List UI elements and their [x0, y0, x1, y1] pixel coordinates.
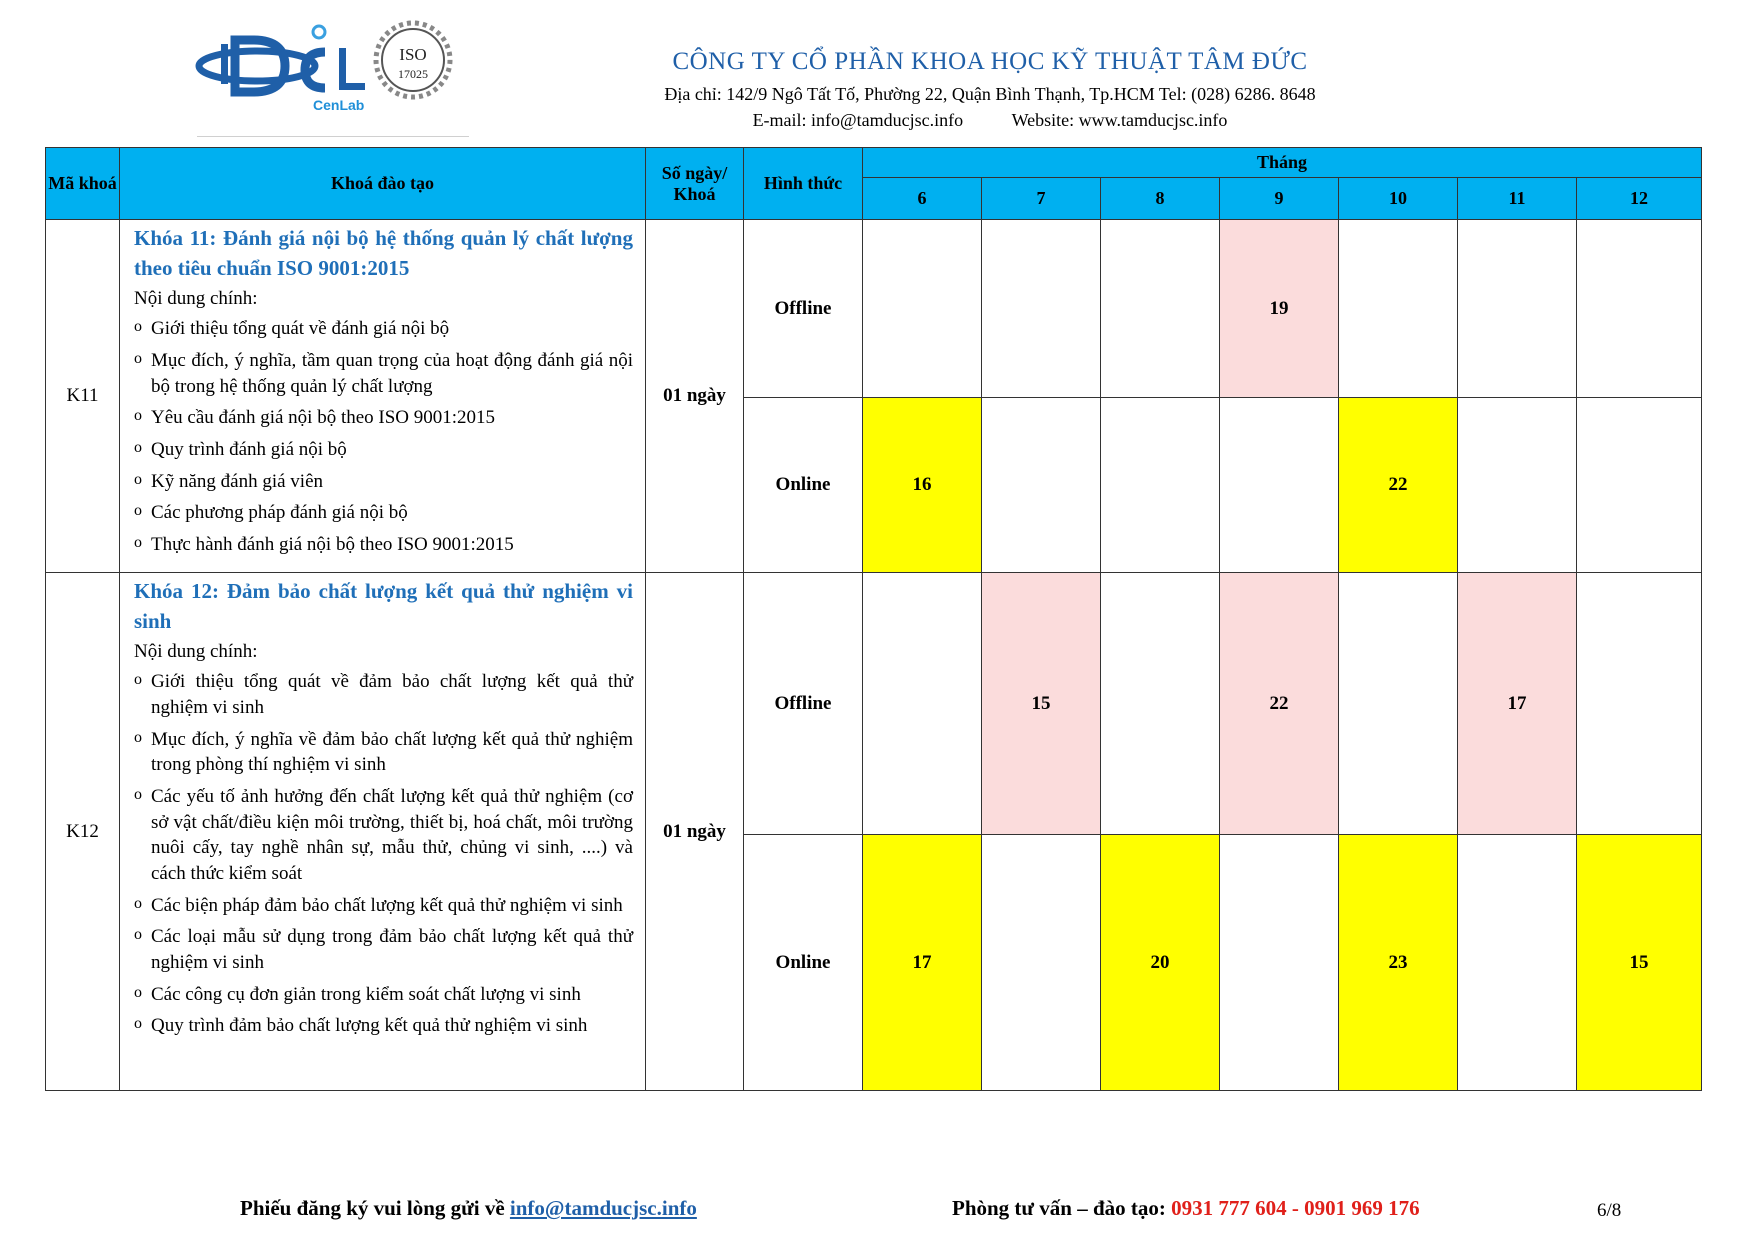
month-header: 6 [863, 178, 982, 220]
iso-text: ISO [399, 45, 427, 64]
footer-contact [952, 1196, 1420, 1221]
list-item: o Quy trình đảm bảo chất lượng kết quả thử nghiệm vi sinh [134, 1013, 633, 1039]
schedule-cell: 19 [1220, 220, 1339, 398]
table-row [46, 220, 1702, 398]
schedule-cell [863, 573, 982, 835]
content-label: Nội dung chính: [134, 640, 258, 662]
iso-number: 17025 [398, 67, 428, 81]
content-label: Nội dung chính: [134, 287, 258, 309]
company-address: Địa chỉ: 142/9 Ngô Tất Tố, Phường 22, Quận Bình Thạnh, Tp.HCM Tel: (028) 6286. 8648 [664, 84, 1316, 104]
course-title: Khóa 11: Đánh giá nội bộ hệ thống quản lý chất lượng theo tiêu chuẩn ISO 9001:2015 [134, 226, 633, 281]
list-item: o Giới thiệu tổng quát về đánh giá nội bộ [134, 316, 633, 342]
phone-numbers: 0931 777 604 - 0901 969 176 [1171, 1196, 1420, 1220]
month-header: 12 [1577, 178, 1702, 220]
schedule-cell: 23 [1339, 835, 1458, 1091]
course-description [120, 220, 646, 573]
list-item: o Yêu cầu đánh giá nội bộ theo ISO 9001:2015 [134, 405, 633, 431]
company-logo [195, 18, 470, 136]
schedule-cell [1577, 220, 1702, 398]
register-text: Phiếu đăng ký vui lòng gửi về [240, 1196, 510, 1220]
schedule-cell [1339, 220, 1458, 398]
list-item: o Quy trình đánh giá nội bộ [134, 437, 633, 463]
header-days: Số ngày/ Khoá [646, 148, 744, 220]
schedule-cell [1101, 573, 1220, 835]
header-month: Tháng [863, 148, 1702, 178]
list-item: o Các phương pháp đánh giá nội bộ [134, 500, 633, 526]
header-course-name: Khoá đào tạo [120, 148, 646, 220]
schedule-cell [1577, 398, 1702, 573]
schedule-cell [1577, 573, 1702, 835]
schedule-cell [863, 220, 982, 398]
month-header: 10 [1339, 178, 1458, 220]
schedule-cell [1458, 835, 1577, 1091]
schedule-cell [1101, 220, 1220, 398]
schedule-cell [982, 398, 1101, 573]
schedule-cell: 17 [1458, 573, 1577, 835]
course-code: K11 [46, 220, 120, 573]
schedule-cell [1101, 398, 1220, 573]
training-schedule-table [45, 147, 1702, 1091]
company-email[interactable]: E-mail: info@tamducjsc.info [752, 110, 964, 130]
schedule-cell [1339, 573, 1458, 835]
list-item: o Mục đích, ý nghĩa về đảm bảo chất lượng kết quả thử nghiệm trong phòng thí nghiệm vi sinh [134, 727, 633, 778]
schedule-cell [1458, 220, 1577, 398]
list-item: o Các loại mẫu sử dụng trong đảm bảo chất lượng kết quả thử nghiệm vi sinh [134, 924, 633, 975]
schedule-cell [1220, 398, 1339, 573]
schedule-cell: 15 [982, 573, 1101, 835]
schedule-cell: 16 [863, 398, 982, 573]
course-code: K12 [46, 573, 120, 1091]
schedule-cell: 17 [863, 835, 982, 1091]
schedule-cell: 22 [1339, 398, 1458, 573]
course-days: 01 ngày [646, 573, 744, 1091]
list-item: o Các biện pháp đảm bảo chất lượng kết quả thử nghiệm vi sinh [134, 893, 633, 919]
schedule-cell: 20 [1101, 835, 1220, 1091]
mode-offline: Offline [744, 573, 863, 835]
schedule-cell: 22 [1220, 573, 1339, 835]
page-number: 6/8 [1597, 1200, 1622, 1221]
month-header: 9 [1220, 178, 1339, 220]
month-header: 7 [982, 178, 1101, 220]
company-website[interactable]: Website: www.tamducjsc.info [1011, 110, 1228, 130]
schedule-cell: 15 [1577, 835, 1702, 1091]
mode-offline: Offline [744, 220, 863, 398]
header-course-code: Mã khoá [46, 148, 120, 220]
course-title: Khóa 12: Đảm bảo chất lượng kết quả thử nghiệm vi sinh [134, 579, 633, 634]
mode-online: Online [744, 835, 863, 1091]
list-item: o Các công cụ đơn giản trong kiểm soát chất lượng vi sinh [134, 982, 633, 1008]
list-item: o Mục đích, ý nghĩa, tầm quan trọng của hoạt động đánh giá nội bộ trong hệ thống quản lý chất lượng [134, 348, 633, 399]
company-name: CÔNG TY CỔ PHẦN KHOA HỌC KỸ THUẬT TÂM ĐỨC [672, 48, 1308, 75]
course-days: 01 ngày [646, 220, 744, 573]
dcl-logo-graphic [195, 18, 470, 136]
list-item: o Thực hành đánh giá nội bộ theo ISO 9001:2015 [134, 532, 633, 558]
company-contact [560, 110, 1420, 131]
list-item: o Kỹ năng đánh giá viên [134, 469, 633, 495]
month-header: 8 [1101, 178, 1220, 220]
logo-text: CenLab [313, 97, 365, 113]
course-description [120, 573, 646, 1091]
schedule-cell [982, 220, 1101, 398]
logo-divider [197, 136, 469, 137]
footer-register [240, 1196, 697, 1221]
schedule-cell [1220, 835, 1339, 1091]
schedule-cell [982, 835, 1101, 1091]
schedule-cell [1458, 398, 1577, 573]
dept-label: Phòng tư vấn – đào tạo: [952, 1196, 1172, 1220]
month-header: 11 [1458, 178, 1577, 220]
register-email-link[interactable]: info@tamducjsc.info [509, 1196, 697, 1220]
mode-online: Online [744, 398, 863, 573]
list-item: o Các yếu tố ảnh hưởng đến chất lượng kết quả thử nghiệm (cơ sở vật chất/điều kiện môi trường, thiết bị, hoá chất, môi trường nuôi cấy, tay nghề nhân sự, mẫu thử, chủng vi sinh, ....) và cách thức kiểm soát [134, 784, 633, 887]
table-row [46, 573, 1702, 835]
list-item: o Giới thiệu tổng quát về đảm bảo chất lượng kết quả thử nghiệm vi sinh [134, 669, 633, 720]
header-mode: Hình thức [744, 148, 863, 220]
